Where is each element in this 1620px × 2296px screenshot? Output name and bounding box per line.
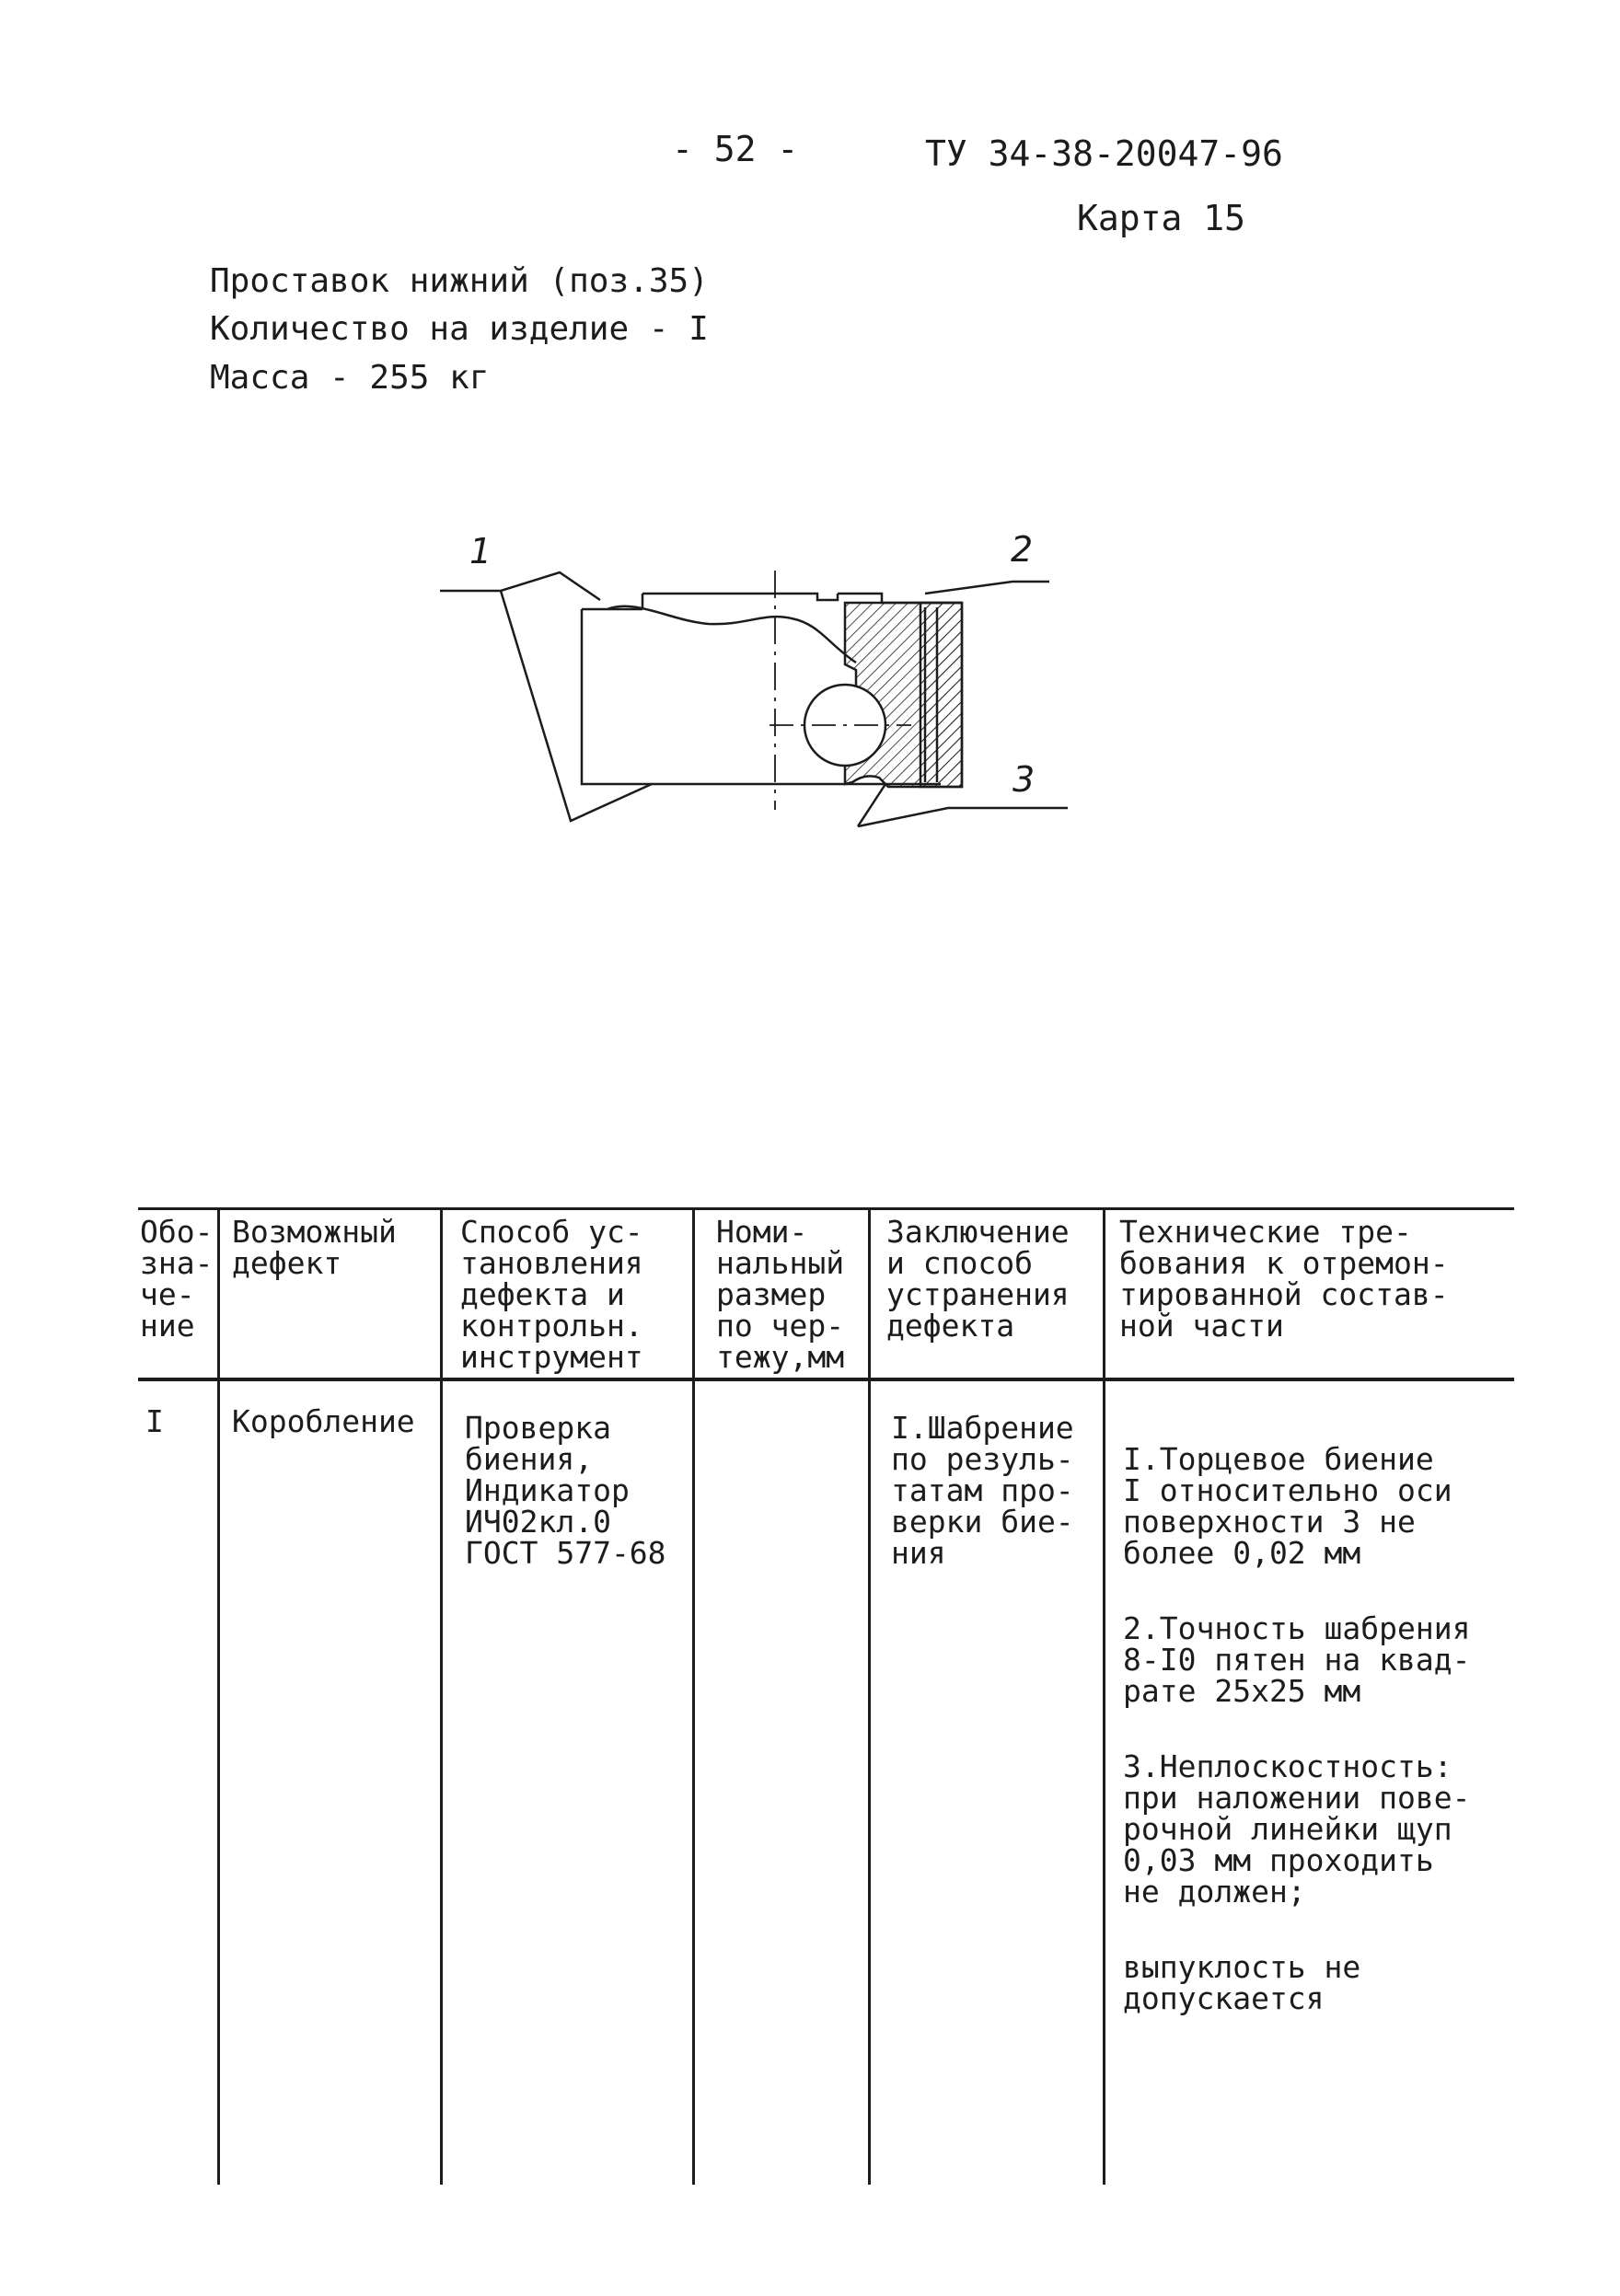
column-header-method: Способ ус- тановления дефекта и контрольн. инструмент: [460, 1214, 643, 1375]
column-divider: [692, 1207, 695, 2185]
column-divider: [440, 1207, 443, 2185]
column-header-designation: Обо- зна- че- ние: [140, 1214, 214, 1344]
column-divider: [217, 1207, 220, 2185]
part-drawing: [433, 515, 1095, 847]
cell-conclusion: I.Шабрение по резуль- татам про- верки бие- ния: [891, 1410, 1074, 1571]
requirement-1: I.Торцевое биение I относительно оси поверхности 3 не более 0,02 мм: [1123, 1441, 1452, 1571]
column-header-nominal: Номи- нальный размер по чер- тежу,мм: [716, 1214, 845, 1375]
page-number: - 52 -: [672, 129, 799, 169]
part-name: Проставок нижний (поз.35): [210, 262, 709, 300]
callout-2: 2: [1011, 529, 1034, 570]
column-header-defect: Возможный дефект: [232, 1214, 397, 1281]
cell-method: Проверка биения, Индикатор ИЧ02кл.0 ГОСТ 577-68: [465, 1410, 666, 1571]
requirement-2: 2.Точность шабрения 8-I0 пятен на квад- рате 25х25 мм: [1123, 1610, 1471, 1709]
column-header-requirements: Технические тре- бования к отремон- тированной состав- ной части: [1119, 1214, 1449, 1344]
cell-designation: I: [145, 1403, 164, 1439]
requirement-4: выпуклость не допускается: [1123, 1949, 1361, 2016]
column-divider: [868, 1207, 871, 2185]
column-header-conclusion: Заключение и способ устранения дефекта: [886, 1214, 1070, 1344]
part-quantity: Количество на изделие - I: [210, 310, 709, 348]
part-mass: Масса - 255 кг: [210, 359, 490, 397]
callout-3: 3: [1012, 759, 1036, 800]
card-label: Карта 15: [1077, 198, 1246, 238]
table-top-rule: [138, 1207, 1514, 1210]
requirement-3: 3.Неплоскостность: при наложении пове- рочной линейки щуп 0,03 мм проходить не должен;: [1123, 1748, 1471, 1909]
cell-requirements: [1123, 1413, 1471, 2059]
column-divider: [1103, 1207, 1105, 2185]
callout-1: 1: [469, 531, 492, 571]
table-header-rule: [138, 1378, 1514, 1381]
document-code: ТУ 34-38-20047-96: [925, 133, 1283, 174]
cell-defect: Коробление: [232, 1403, 415, 1439]
